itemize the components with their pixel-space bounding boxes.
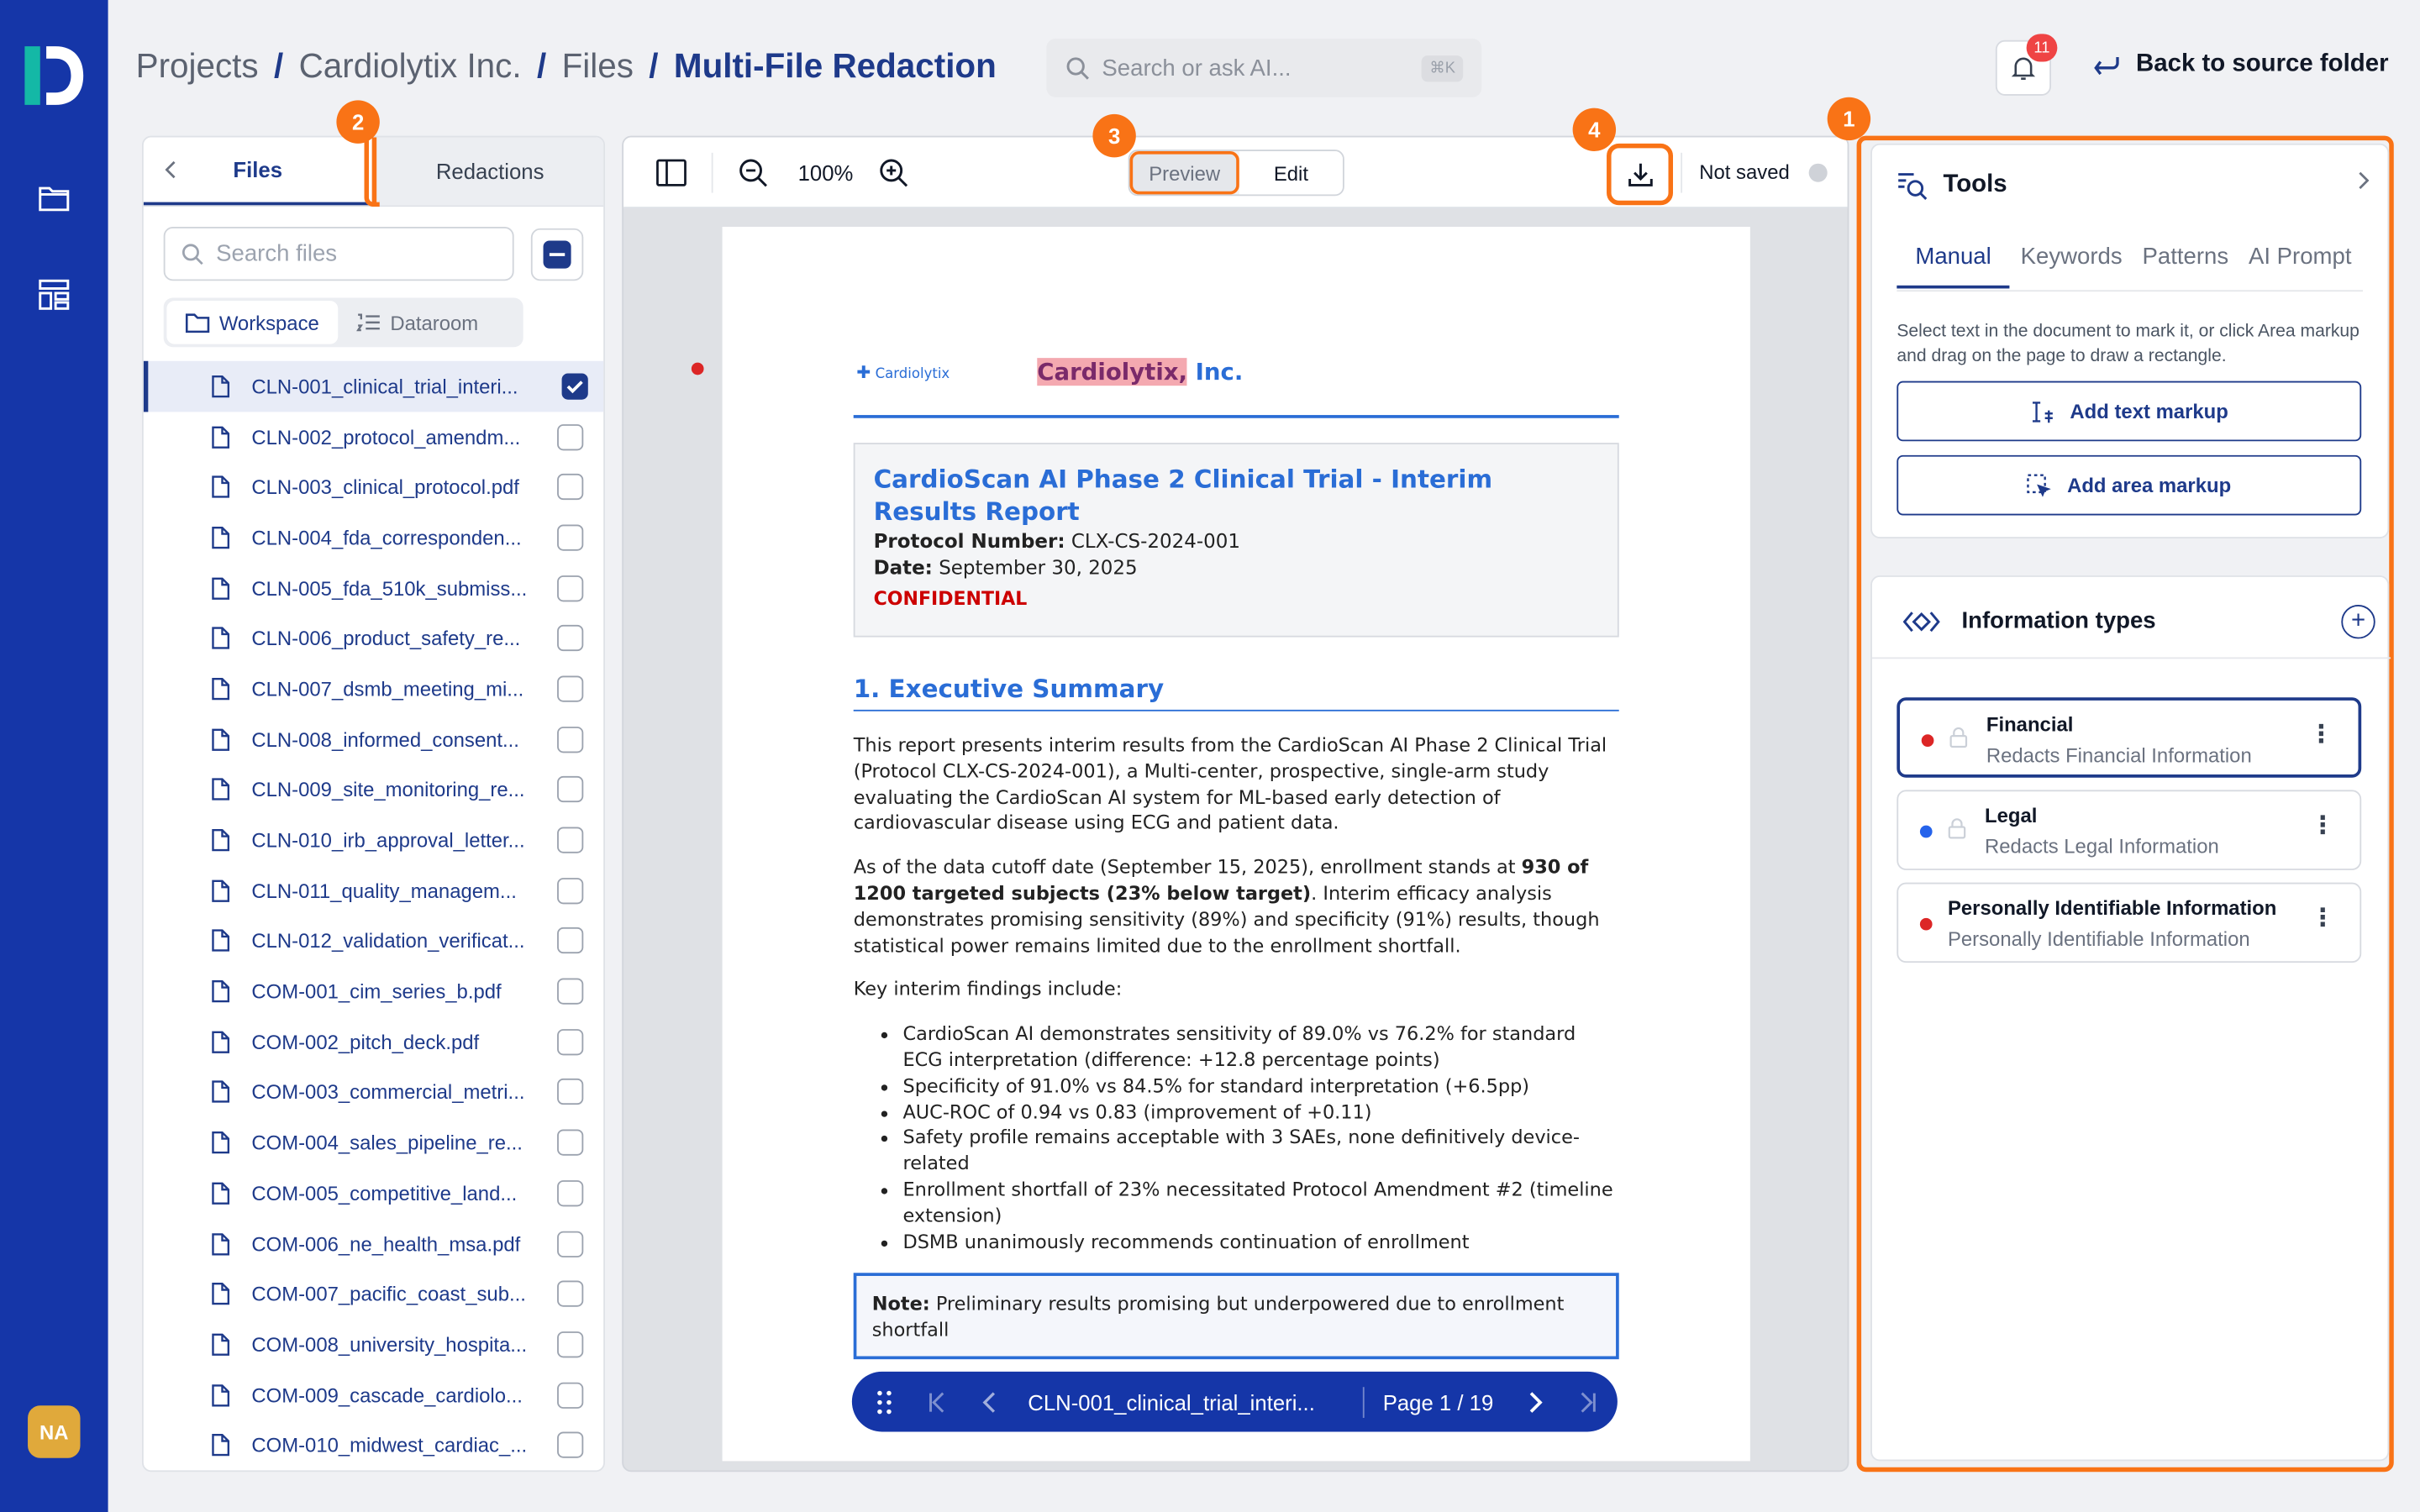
file-checkbox[interactable] bbox=[557, 675, 583, 701]
save-status bbox=[1699, 160, 1827, 184]
add-information-type-button[interactable]: + bbox=[2341, 605, 2375, 638]
viewer-toolbar bbox=[623, 137, 1849, 207]
lock-icon bbox=[1948, 817, 1966, 839]
file-checkbox[interactable] bbox=[557, 726, 583, 752]
file-checkbox[interactable] bbox=[557, 1231, 583, 1257]
file-checkbox[interactable] bbox=[557, 1130, 583, 1156]
file-row[interactable] bbox=[144, 664, 605, 714]
step-marker-1: 1 bbox=[1828, 97, 1870, 140]
download-button[interactable] bbox=[1607, 144, 1673, 205]
file-icon bbox=[212, 526, 230, 549]
information-type-item[interactable] bbox=[1897, 790, 2361, 870]
file-name: COM-005_competitive_land... bbox=[251, 1181, 518, 1205]
chevron-right-icon[interactable] bbox=[2357, 170, 2370, 197]
left-rail bbox=[0, 0, 108, 1512]
file-name: CLN-012_validation_verificat... bbox=[251, 929, 525, 953]
page-navigator bbox=[852, 1372, 1618, 1432]
file-row[interactable] bbox=[144, 1370, 605, 1420]
back-to-source-button[interactable] bbox=[2093, 51, 2389, 79]
file-name: CLN-009_site_monitoring_re... bbox=[251, 778, 525, 801]
type-color-dot bbox=[1920, 826, 1933, 838]
file-row[interactable] bbox=[144, 764, 605, 815]
redacted-text-highlight[interactable]: Cardiolytix, bbox=[1037, 358, 1188, 386]
document-title: CardioScan AI Phase 2 Clinical Trial - Interim Results Report bbox=[873, 464, 1493, 527]
information-types-card bbox=[1870, 575, 2389, 1461]
save-status-label: Not saved bbox=[1699, 160, 1790, 184]
paragraph: As of the data cutoff date (September 15, 2025), enrollment stands at 930 of 1200 targeted subjects (23% below target). Interim efficacy analysis demonstrates promising sensitivity (89%) and specificity (91%) results, though statistical power remains limited due to the enrollment shortfall. bbox=[853, 856, 1600, 956]
file-icon bbox=[212, 1031, 230, 1054]
file-icon bbox=[212, 1232, 230, 1256]
drag-handle-icon[interactable] bbox=[858, 1389, 910, 1414]
file-row[interactable] bbox=[144, 1268, 605, 1319]
finding-item: • Safety profile remains acceptable with 3 SAEs, none definitively device-related bbox=[902, 1126, 1618, 1178]
code-diamond-icon bbox=[1903, 609, 1940, 633]
file-icon bbox=[212, 1333, 230, 1357]
search-shortcut: ⌘K bbox=[1422, 55, 1463, 81]
file-icon bbox=[212, 627, 230, 650]
finding-item: • Specificity of 91.0% vs 84.5% for standard interpretation (+6.5pp) bbox=[902, 1074, 1618, 1100]
file-checkbox[interactable] bbox=[557, 979, 583, 1005]
file-name: CLN-002_protocol_amendm... bbox=[251, 425, 521, 449]
previous-page-icon[interactable] bbox=[963, 1389, 1015, 1414]
last-page-icon[interactable] bbox=[1561, 1389, 1613, 1414]
tab-redactions[interactable]: Redactions bbox=[372, 137, 604, 205]
finding-item: • CardioScan AI demonstrates sensitivity of 89.0% vs 76.2% for standard ECG interpretation (difference: +12.8 percentage points) bbox=[902, 1021, 1618, 1074]
file-checkbox[interactable] bbox=[557, 827, 583, 853]
confidential-label: CONFIDENTIAL bbox=[873, 587, 1028, 610]
file-name: CLN-005_fda_510k_submiss... bbox=[251, 576, 528, 600]
type-color-dot bbox=[1920, 918, 1933, 931]
workspace-label: Workspace bbox=[218, 311, 319, 334]
step-marker-3: 3 bbox=[1092, 114, 1135, 157]
file-name: COM-008_university_hospita... bbox=[251, 1332, 528, 1357]
tools-panel bbox=[1857, 136, 2394, 1473]
file-name: CLN-010_irb_approval_letter... bbox=[251, 828, 525, 852]
file-icon bbox=[212, 375, 230, 398]
file-icon bbox=[212, 1182, 230, 1205]
file-row[interactable] bbox=[144, 714, 605, 764]
step-marker-2: 2 bbox=[336, 100, 379, 143]
file-name: COM-010_midwest_cardiac_... bbox=[251, 1433, 528, 1457]
file-list bbox=[144, 361, 605, 1471]
files-panel bbox=[142, 136, 605, 1473]
file-icon bbox=[212, 929, 230, 953]
tab-files-label: Files bbox=[233, 157, 283, 182]
file-icon bbox=[212, 1383, 230, 1407]
file-row[interactable] bbox=[144, 1067, 605, 1117]
file-checkbox[interactable] bbox=[557, 1331, 583, 1357]
file-row[interactable] bbox=[144, 916, 605, 966]
type-color-dot bbox=[1922, 734, 1934, 747]
file-name: COM-007_pacific_coast_sub... bbox=[251, 1282, 526, 1306]
redaction-marker[interactable] bbox=[692, 363, 704, 375]
file-icon bbox=[212, 475, 230, 499]
file-icon bbox=[212, 828, 230, 852]
document-logo: ✚ Cardiolytix bbox=[856, 362, 950, 383]
pager-divider bbox=[1363, 1386, 1365, 1417]
findings-list bbox=[902, 1021, 1618, 1255]
file-checkbox[interactable] bbox=[557, 1281, 583, 1307]
app-logo[interactable] bbox=[22, 40, 87, 111]
file-name: CLN-011_quality_managem... bbox=[251, 879, 517, 902]
notifications-button[interactable] bbox=[1996, 40, 2051, 96]
file-row[interactable] bbox=[144, 613, 605, 664]
file-checkbox[interactable] bbox=[557, 878, 583, 904]
file-icon bbox=[212, 677, 230, 701]
file-search-input[interactable] bbox=[164, 227, 514, 281]
tab-files[interactable] bbox=[144, 137, 372, 205]
file-icon bbox=[212, 1081, 230, 1105]
file-name: CLN-006_product_safety_re... bbox=[251, 627, 521, 650]
paragraph: Key interim findings include: bbox=[853, 979, 1123, 1000]
file-row[interactable] bbox=[144, 512, 605, 563]
text-markup-icon bbox=[2030, 399, 2054, 423]
dataroom-label: Dataroom bbox=[390, 311, 479, 334]
type-description: Redacts Legal Information bbox=[1985, 834, 2219, 858]
file-checkbox[interactable] bbox=[557, 1180, 583, 1206]
document-company-name[interactable]: Cardiolytix, Inc. bbox=[1037, 358, 1244, 386]
pager-file-name: CLN-001_clinical_trial_interi... bbox=[1028, 1389, 1315, 1415]
workspace-toggle[interactable] bbox=[166, 301, 338, 344]
file-icon bbox=[212, 1283, 230, 1306]
area-markup-icon bbox=[2027, 473, 2051, 497]
download-icon bbox=[1626, 160, 1654, 188]
global-search[interactable] bbox=[1046, 39, 1481, 97]
file-checkbox[interactable] bbox=[557, 777, 583, 803]
file-name: COM-006_ne_health_msa.pdf bbox=[251, 1231, 521, 1256]
file-icon bbox=[212, 979, 230, 1003]
file-row[interactable] bbox=[144, 1218, 605, 1268]
information-type-item[interactable] bbox=[1897, 883, 2361, 963]
file-name: COM-001_cim_series_b.pdf bbox=[251, 979, 502, 1004]
file-row[interactable] bbox=[144, 462, 605, 512]
file-row[interactable] bbox=[144, 1168, 605, 1218]
finding-item: • Enrollment shortfall of 23% necessitated Protocol Amendment #2 (timeline extension) bbox=[902, 1177, 1618, 1229]
section-heading: 1. Executive Summary bbox=[854, 675, 1619, 711]
file-name: COM-004_sales_pipeline_re... bbox=[251, 1131, 523, 1155]
file-search-placeholder: Search files bbox=[216, 240, 338, 267]
first-page-icon[interactable] bbox=[911, 1389, 963, 1414]
return-arrow-icon bbox=[2093, 54, 2121, 76]
protocol-line: Protocol Number: CLX-CS-2024-001 bbox=[873, 528, 1240, 553]
lock-icon bbox=[1949, 727, 1968, 748]
save-status-dot bbox=[1808, 163, 1827, 181]
document-note: Note: Preliminary results promising but underpowered due to enrollment shortfall bbox=[854, 1273, 1619, 1359]
file-row[interactable] bbox=[144, 1016, 605, 1067]
file-row[interactable] bbox=[144, 412, 605, 462]
source-toggle bbox=[164, 297, 523, 347]
tab-ai-prompt[interactable]: AI Prompt bbox=[2249, 244, 2352, 270]
file-name: CLN-008_informed_consent... bbox=[251, 727, 519, 751]
tab-manual[interactable]: Manual bbox=[1897, 244, 2009, 288]
file-name: CLN-007_dsmb_meeting_mi... bbox=[251, 677, 524, 701]
paragraph: This report presents interim results from the CardioScan AI Phase 2 Clinical Trial (Protocol CLX-CS-2024-001), a Multi-center, prospective, single-arm study evaluating the CardioScan AI system for ML-based early detection of cardiovascular disease using ECG and patient data. bbox=[853, 734, 1607, 834]
chevron-left-icon[interactable] bbox=[166, 159, 178, 183]
file-row[interactable] bbox=[144, 563, 605, 613]
info-divider bbox=[1872, 657, 2391, 659]
file-checkbox[interactable] bbox=[557, 928, 583, 954]
file-icon bbox=[212, 1434, 230, 1457]
step-marker-4: 4 bbox=[1573, 108, 1616, 151]
file-row[interactable] bbox=[144, 1320, 605, 1370]
file-icon bbox=[212, 879, 230, 902]
file-row[interactable] bbox=[144, 1420, 605, 1471]
preview-mode-button[interactable]: Preview bbox=[1129, 151, 1239, 194]
breadcrumb-separator: / bbox=[536, 46, 547, 86]
notification-badge: 11 bbox=[2027, 34, 2058, 61]
sidebar-toggle-icon[interactable] bbox=[653, 155, 690, 192]
step-2-highlight bbox=[364, 133, 379, 207]
tools-title: Tools bbox=[1897, 170, 2007, 201]
file-checkbox[interactable] bbox=[557, 1432, 583, 1458]
file-checkbox[interactable] bbox=[557, 1382, 583, 1408]
file-name: COM-002_pitch_deck.pdf bbox=[251, 1030, 480, 1054]
toolbar-divider bbox=[1681, 153, 1682, 193]
tools-card bbox=[1870, 144, 2389, 538]
search-icon bbox=[181, 242, 204, 265]
edit-mode-button[interactable]: Edit bbox=[1239, 151, 1343, 194]
breadcrumb bbox=[136, 46, 997, 87]
type-description: Personally Identifiable Information bbox=[1947, 927, 2250, 951]
file-checkbox[interactable] bbox=[557, 524, 583, 550]
back-label: Back to source folder bbox=[2136, 50, 2389, 77]
file-row[interactable] bbox=[144, 966, 605, 1016]
file-row[interactable] bbox=[144, 815, 605, 865]
dataroom-toggle[interactable] bbox=[338, 301, 497, 344]
add-text-markup-button[interactable]: Add text markup bbox=[1897, 381, 2361, 442]
file-checkbox[interactable] bbox=[557, 575, 583, 601]
file-row[interactable] bbox=[144, 1117, 605, 1168]
tools-help-text: Select text in the document to mark it, or click Area markup and drag on the page to draw a rectangle. bbox=[1897, 322, 2360, 366]
document-page bbox=[723, 227, 1750, 1461]
file-checkbox[interactable] bbox=[557, 423, 583, 449]
minus-checkbox-icon bbox=[544, 241, 571, 269]
breadcrumb-separator: / bbox=[649, 46, 659, 86]
document-body bbox=[854, 732, 1619, 1273]
file-row[interactable] bbox=[144, 865, 605, 916]
file-checkbox[interactable] bbox=[557, 474, 583, 500]
breadcrumb-separator: / bbox=[273, 46, 284, 86]
search-icon bbox=[1065, 55, 1089, 80]
document-viewer bbox=[622, 136, 1849, 1473]
file-name: CLN-001_clinical_trial_interi... bbox=[251, 375, 518, 398]
tools-search-icon bbox=[1897, 170, 1928, 201]
user-avatar[interactable]: NA bbox=[28, 1405, 80, 1457]
numbered-list-icon bbox=[356, 312, 381, 333]
file-icon bbox=[212, 425, 230, 449]
file-checkbox[interactable] bbox=[557, 1079, 583, 1105]
deselect-all-button[interactable] bbox=[531, 228, 583, 281]
file-icon bbox=[212, 778, 230, 801]
information-types-title: Information types bbox=[1903, 608, 2156, 634]
zoom-in-icon[interactable] bbox=[875, 155, 912, 192]
breadcrumb-company[interactable]: Cardiolytix Inc. bbox=[298, 46, 522, 86]
breadcrumb-files[interactable]: Files bbox=[561, 46, 634, 86]
file-icon bbox=[212, 1131, 230, 1155]
document-header bbox=[854, 358, 1619, 418]
add-area-markup-button[interactable]: Add area markup bbox=[1897, 455, 2361, 516]
toolbar-divider bbox=[712, 153, 713, 193]
tabs-divider bbox=[1897, 290, 2363, 291]
type-description: Redacts Financial Information bbox=[1986, 743, 2252, 767]
search-placeholder: Search or ask AI... bbox=[1102, 55, 1292, 81]
type-name: Legal bbox=[1985, 803, 2038, 827]
zoom-level: 100% bbox=[797, 160, 854, 186]
zoom-out-icon[interactable] bbox=[734, 155, 771, 192]
type-name: Personally Identifiable Information bbox=[1947, 896, 2277, 920]
information-type-item[interactable] bbox=[1897, 697, 2361, 778]
tab-keywords[interactable]: Keywords bbox=[2020, 244, 2123, 270]
tab-patterns[interactable]: Patterns bbox=[2142, 244, 2229, 270]
breadcrumb-current: Multi-File Redaction bbox=[673, 46, 997, 86]
more-options-icon[interactable]: ⋮ bbox=[2308, 722, 2334, 748]
file-name: CLN-003_clinical_protocol.pdf bbox=[251, 475, 519, 499]
file-icon bbox=[212, 727, 230, 751]
file-name: COM-003_commercial_metri... bbox=[251, 1080, 525, 1105]
document-title-box bbox=[854, 443, 1619, 637]
file-name: CLN-004_fda_corresponden... bbox=[251, 526, 522, 549]
file-row[interactable] bbox=[144, 361, 605, 412]
finding-item: • AUC-ROC of 0.94 vs 0.83 (improvement of +0.11) bbox=[902, 1100, 1618, 1126]
breadcrumb-projects[interactable]: Projects bbox=[135, 46, 259, 86]
more-options-icon[interactable]: ⋮ bbox=[2310, 812, 2335, 840]
file-icon bbox=[212, 576, 230, 600]
tools-tabs bbox=[1897, 244, 2362, 288]
more-options-icon[interactable]: ⋮ bbox=[2310, 906, 2335, 932]
page-indicator: Page 1 / 19 bbox=[1382, 1389, 1494, 1415]
folder-icon[interactable] bbox=[34, 179, 74, 216]
folder-icon bbox=[185, 312, 209, 333]
file-checkbox[interactable] bbox=[557, 1029, 583, 1055]
file-checkbox[interactable] bbox=[562, 373, 588, 399]
type-name: Financial bbox=[1986, 712, 2074, 737]
finding-item: • DSMB unanimously recommends continuation of enrollment bbox=[902, 1229, 1618, 1255]
file-name: COM-009_cascade_cardiolo... bbox=[251, 1383, 523, 1407]
dashboard-icon[interactable] bbox=[34, 276, 74, 313]
file-checkbox[interactable] bbox=[557, 625, 583, 651]
date-line: Date: September 30, 2025 bbox=[873, 555, 1138, 579]
next-page-icon[interactable] bbox=[1509, 1389, 1561, 1414]
view-mode-toggle bbox=[1128, 150, 1344, 196]
